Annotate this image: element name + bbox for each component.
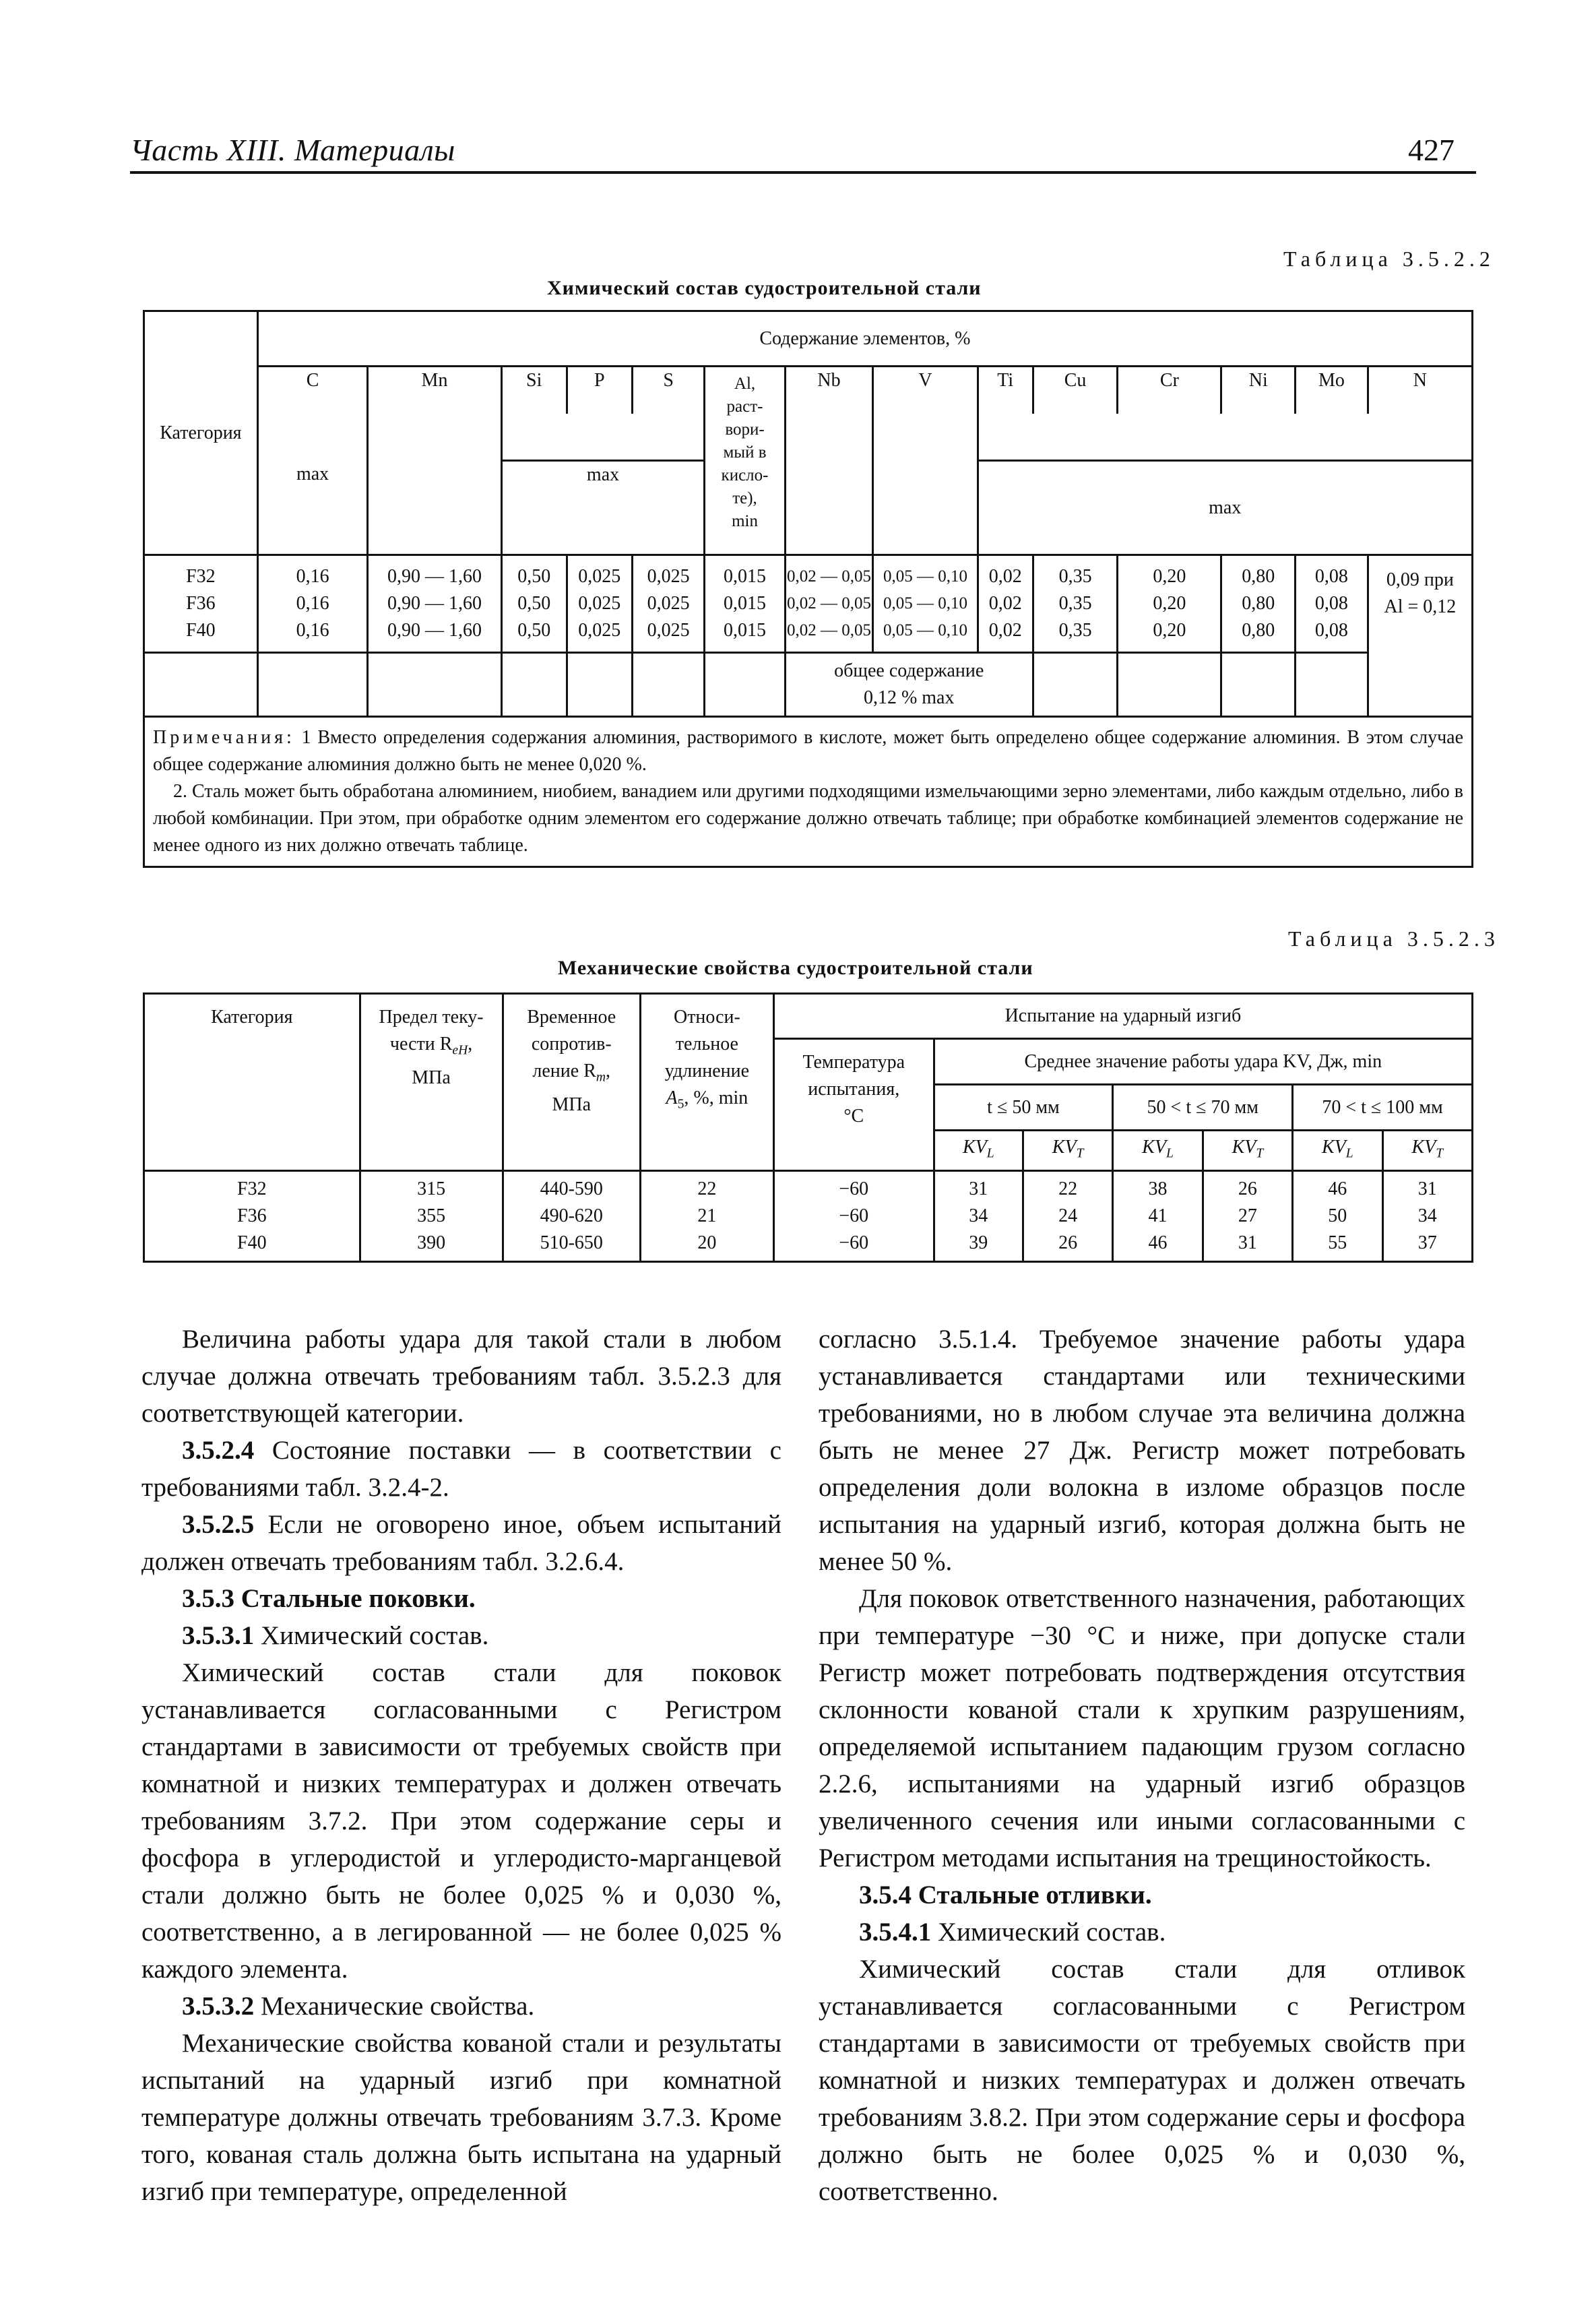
h-thickness-2: 50 < t ≤ 70 мм: [1113, 1085, 1293, 1131]
table-cell: [1033, 555, 1118, 653]
value: 37: [1417, 1232, 1437, 1253]
row-category: F32: [186, 566, 216, 587]
value: 38: [1148, 1178, 1168, 1199]
value: 34: [1417, 1205, 1437, 1226]
total-content-cell: [785, 653, 1033, 717]
row-category: F40: [186, 620, 216, 641]
col-al-line: кисло-: [721, 466, 769, 484]
text-column-left: [141, 1321, 781, 2210]
paragraph: согласно 3.5.1.4. Требуемое значение работы удара устанавливается стандартами или техническими требованиями, но в любом случае эта величина должна быть не менее 27 Дж. Регистр может потребовать определения доли волокна в изломе образцов после испытания на ударный изгиб, которая должна быть не менее 50 %.: [819, 1325, 1465, 1576]
h-sub: L: [986, 1146, 994, 1161]
value: 50: [1328, 1205, 1347, 1226]
value: 0,02 — 0,05: [787, 621, 872, 639]
value: 0,50: [517, 620, 551, 641]
clause-text: Если не оговорено иное, объем испытаний должен отвечать требованиям табл. 3.2.6.4.: [141, 1510, 781, 1576]
value: 510-650: [540, 1232, 603, 1253]
col-cu: Cu: [1033, 367, 1118, 414]
paragraph: Для поковок ответственного назначения, работающих при температуре −30 °C и ниже, при допуске стали Регистр может потребовать подтверждения отсутствия склонности кованой стали к хрупким разрушениям, определяемой испытанием падающим грузом согласно 2.2.6, испытаниями на ударный изгиб образцов увеличенного сечения или иными согласованными с Регистром методами испытания на трещиностойкость.: [819, 1584, 1465, 1872]
h-line: чести $R_{eH}$,: [389, 1034, 473, 1058]
row-category: F36: [186, 593, 216, 614]
value: 0,02: [988, 593, 1022, 614]
blank-cell: [1296, 653, 1368, 717]
h-line: Предел теку-: [379, 1007, 484, 1028]
paragraph: Механические свойства кованой стали и результаты испытаний на ударный изгиб при комнатной температуре должны отвечать требованиям 3.7.3. Кроме того, кованая сталь должна быть испытана на ударный изгиб при температуре, определенной: [141, 2029, 781, 2206]
col-cr: Cr: [1118, 367, 1221, 414]
value: 315: [417, 1178, 446, 1199]
value: −60: [839, 1232, 869, 1253]
value: 0,50: [517, 593, 551, 614]
blank-cell: [978, 414, 1472, 461]
table1-number: Таблица 3.5.2.2: [1283, 247, 1495, 271]
value: 0,015: [724, 593, 767, 614]
value: −60: [839, 1178, 869, 1199]
clause-3-5-4-1: [819, 1914, 1465, 1951]
value: 440-590: [540, 1178, 603, 1199]
notes-label: Примечания:: [153, 727, 295, 748]
col-al-line: min: [732, 512, 758, 530]
blank-cell: [501, 653, 567, 717]
h-text: KV: [1052, 1136, 1077, 1158]
running-header-title: Часть XIII. Материалы: [130, 133, 455, 167]
table-cell: [257, 555, 368, 653]
chemical-composition-table: [143, 310, 1473, 868]
col-c: C: [257, 367, 368, 414]
h-sub: T: [1256, 1146, 1264, 1161]
value: 0,80: [1242, 566, 1275, 587]
elements-header: Содержание элементов, %: [257, 311, 1472, 367]
clause-3-5-3-2: [141, 1988, 781, 2025]
table-cell: [1382, 1171, 1473, 1262]
col-s: S: [632, 367, 705, 414]
table-cell: [773, 1171, 934, 1262]
blank-cell: [368, 653, 501, 717]
mechanical-properties-table: [143, 992, 1473, 1263]
h-elongation: [640, 994, 773, 1171]
section-heading-3-5-3: 3.5.3 Стальные поковки.: [182, 1584, 476, 1613]
table-cell: [640, 1171, 773, 1262]
col-p: P: [567, 367, 632, 414]
h-line: удлинение: [664, 1061, 750, 1081]
table-cell: [567, 555, 632, 653]
h-line: Температура: [802, 1052, 905, 1073]
value: 0,025: [578, 593, 621, 614]
h-text: KV: [1232, 1136, 1256, 1158]
h-text: KV: [1411, 1136, 1436, 1158]
table2-title: Механические свойства судостроительной стали: [558, 957, 1033, 979]
table-cell: [1118, 555, 1221, 653]
h-sub: eH: [452, 1043, 468, 1058]
value: 27: [1238, 1205, 1257, 1226]
value: 0,35: [1058, 566, 1092, 587]
value: 0,90 — 1,60: [387, 566, 482, 587]
h-line: МПа: [412, 1067, 451, 1088]
h-line: МПа: [552, 1094, 591, 1115]
value: 46: [1148, 1232, 1168, 1253]
value: 0,35: [1058, 620, 1092, 641]
row-category: F40: [237, 1232, 267, 1253]
value: Al = 0,12: [1384, 596, 1457, 617]
clause-text: Химический состав.: [931, 1918, 1166, 1947]
clause-number: 3.5.2.4: [182, 1436, 255, 1465]
note-text: 2. Сталь может быть обработана алюминием, ниобием, ванадием или другими подходящими измельчающими зерно элементами, либо каждым отдельно, либо в любой комбинации. При этом, при обработке одним элементом его содержание должно отвечать таблице; при обработке комбинацией элементов содержание не менее одного из них должно отвечать таблице.: [153, 781, 1463, 856]
col-nb: Nb: [785, 367, 873, 555]
h-text: , %, min: [684, 1088, 748, 1108]
value: 0,20: [1153, 566, 1186, 587]
clause-3-5-3-1: [141, 1617, 781, 1654]
value: 0,35: [1058, 593, 1092, 614]
h-line: ление $R_m$,: [532, 1061, 611, 1085]
table1-title: Химический состав судостроительной стали: [547, 277, 982, 299]
h-text: KV: [962, 1136, 987, 1158]
clause-number: 3.5.3.1: [182, 1621, 255, 1650]
blank-cell: [144, 653, 258, 717]
table-cell: [503, 1171, 640, 1262]
h-sub: T: [1436, 1146, 1444, 1161]
value: 0,08: [1314, 593, 1348, 614]
value: 0,80: [1242, 620, 1275, 641]
h-kvt: [1023, 1131, 1112, 1171]
value: 41: [1148, 1205, 1168, 1226]
h-kvt: [1203, 1131, 1292, 1171]
h-thickness-3: 70 < t ≤ 100 мм: [1293, 1085, 1473, 1131]
total-content-line: 0,12 % max: [863, 687, 955, 708]
value: 0,05 — 0,10: [883, 621, 967, 639]
section-heading-3-5-4: 3.5.4 Стальные отливки.: [859, 1881, 1152, 1910]
note-1: [153, 724, 1463, 778]
h-yield: [360, 994, 503, 1171]
clause-number: 3.5.3.2: [182, 1992, 255, 2021]
h-text: KV: [1321, 1136, 1346, 1158]
h-kvl: [1113, 1131, 1203, 1171]
blank-cell: [632, 653, 705, 717]
value: 24: [1058, 1205, 1078, 1226]
max-label: max: [501, 461, 705, 555]
h-sub: 5: [677, 1097, 684, 1112]
value: 355: [417, 1205, 446, 1226]
col-al: [705, 367, 785, 555]
total-content-line: общее содержание: [834, 660, 984, 681]
blank-cell: [501, 414, 705, 461]
blank-cell: [705, 653, 785, 717]
table2-number: Таблица 3.5.2.3: [1288, 926, 1500, 951]
h-line: Относи-: [673, 1007, 740, 1028]
h-line: Временное: [527, 1007, 616, 1028]
value: 34: [969, 1205, 988, 1226]
value: 22: [697, 1178, 717, 1199]
col-n: N: [1368, 367, 1472, 414]
clause-3-5-2-5: [141, 1506, 781, 1580]
h-tensile: [503, 994, 640, 1171]
row-category: F32: [237, 1178, 267, 1199]
col-ni: Ni: [1221, 367, 1296, 414]
h-average: Среднее значение работы удара KV, Дж, min: [934, 1039, 1472, 1085]
value: 0,02 — 0,05: [787, 567, 872, 586]
value: 39: [969, 1232, 988, 1253]
h-line: сопротив-: [531, 1034, 612, 1054]
col-al-line: мый в: [723, 443, 767, 462]
value: 0,16: [296, 620, 329, 641]
value: 490-620: [540, 1205, 603, 1226]
value: 0,025: [578, 620, 621, 641]
table-cell: [1368, 555, 1472, 717]
col-al-line: Al,: [734, 375, 756, 393]
clause-number: 3.5.2.5: [182, 1510, 255, 1539]
table-cell: [1293, 1171, 1382, 1262]
value: 0,08: [1314, 620, 1348, 641]
value: 0,08: [1314, 566, 1348, 587]
value: 31: [1238, 1232, 1257, 1253]
h-temperature: [773, 1039, 934, 1171]
value: 20: [697, 1232, 717, 1253]
value: 0,05 — 0,10: [883, 567, 967, 586]
value: 31: [969, 1178, 988, 1199]
table-cell: [1296, 555, 1368, 653]
value: 55: [1328, 1232, 1347, 1253]
value: 0,05 — 0,10: [883, 594, 967, 612]
clause-number: 3.5.4.1: [859, 1918, 932, 1947]
value: 0,02: [988, 620, 1022, 641]
clause-text: Состояние поставки — в соответствии с требованиями табл. 3.2.4-2.: [141, 1436, 781, 1502]
table-cell: [785, 555, 873, 653]
value: 0,16: [296, 593, 329, 614]
col-mn: Mn: [368, 367, 501, 555]
value: 26: [1058, 1232, 1078, 1253]
clause-text: Химический состав.: [254, 1621, 489, 1650]
table-cell: [705, 555, 785, 653]
blank-cell: [1033, 653, 1118, 717]
h-text: ление R: [532, 1061, 596, 1081]
value: 0,20: [1153, 620, 1186, 641]
value: 0,50: [517, 566, 551, 587]
value: −60: [839, 1205, 869, 1226]
value: 0,025: [647, 566, 690, 587]
value: 26: [1238, 1178, 1257, 1199]
value: 21: [697, 1205, 717, 1226]
h-category: Категория: [144, 994, 360, 1171]
col-si: Si: [501, 367, 567, 414]
h-sub: L: [1345, 1146, 1353, 1161]
h-kvt: [1382, 1131, 1473, 1171]
h-text: KV: [1142, 1136, 1166, 1158]
blank-cell: [567, 653, 632, 717]
h-text: A: [666, 1088, 678, 1108]
value: 0,90 — 1,60: [387, 593, 482, 614]
value: 22: [1058, 1178, 1078, 1199]
table-cell: [873, 555, 978, 653]
blank-cell: [1221, 653, 1296, 717]
h-impact: Испытание на ударный изгиб: [773, 994, 1472, 1039]
table-notes: [144, 717, 1473, 867]
note-text: 1 Вместо определения содержания алюминия, растворимого в кислоте, может быть определено общее содержание алюминия. В этом случае общее содержание алюминия должно быть не менее 0,020 %.: [153, 727, 1464, 775]
max-label: max: [257, 461, 368, 555]
h-kvl: [1293, 1131, 1382, 1171]
value: 0,02 — 0,05: [787, 594, 872, 612]
col-ti: Ti: [978, 367, 1033, 414]
h-line: °C: [843, 1106, 864, 1127]
blank-cell: [1118, 653, 1221, 717]
table-cell: [368, 555, 501, 653]
category-header: Категория: [144, 311, 258, 555]
value: 0,015: [724, 566, 767, 587]
col-v: V: [873, 367, 978, 555]
paragraph: Величина работы удара для такой стали в любом случае должна отвечать требованиям табл. 3.5.2.3 для соответствующей категории.: [141, 1325, 781, 1428]
value: 0,90 — 1,60: [387, 620, 482, 641]
paragraph: Химический состав стали для поковок устанавливается согласованными с Регистром стандартами в зависимости от требуемых свойств при комнатной и низких температурах и должен отвечать требованиям 3.7.2. При этом содержание серы и фосфора в углеродистой и углеродисто-марганцевой стали должно быть не более 0,025 % и 0,030 %, соответственно, а в легированной — не более 0,025 % каждого элемента.: [141, 1658, 781, 1984]
h-sub: m: [596, 1070, 606, 1085]
table-cell: [501, 555, 567, 653]
table-cell: [632, 555, 705, 653]
max-label: max: [978, 461, 1472, 555]
value: 0,025: [647, 620, 690, 641]
blank-cell: [257, 414, 368, 461]
h-thickness-1: t ≤ 50 мм: [934, 1085, 1113, 1131]
table-cell: [360, 1171, 503, 1262]
col-al-line: раст-: [726, 398, 763, 416]
value: 0,09 при: [1386, 569, 1454, 590]
text-column-right: [819, 1321, 1465, 2210]
h-sub: T: [1076, 1146, 1084, 1161]
h-text: чести R: [389, 1034, 453, 1054]
clause-3-5-2-4: [141, 1432, 781, 1506]
blank-cell: [257, 653, 368, 717]
h-line: тельное: [675, 1034, 738, 1054]
note-2: [153, 778, 1463, 859]
value: 0,025: [578, 566, 621, 587]
table-cell: [1203, 1171, 1292, 1262]
table-cell: [1221, 555, 1296, 653]
value: 0,80: [1242, 593, 1275, 614]
value: 0,20: [1153, 593, 1186, 614]
table-cell: [934, 1171, 1023, 1262]
value: 0,015: [724, 620, 767, 641]
h-kvl: [934, 1131, 1023, 1171]
value: 390: [417, 1232, 446, 1253]
clause-text: Механические свойства.: [254, 1992, 535, 2021]
value: 0,02: [988, 566, 1022, 587]
col-al-line: вори-: [725, 420, 765, 439]
col-al-line: те),: [732, 489, 757, 507]
h-line: испытания,: [808, 1079, 900, 1100]
paragraph: Химический состав стали для отливок устанавливается согласованными с Регистром стандартами в зависимости от требуемых свойств при комнатной и низких температурах и должен отвечать требованиям 3.8.2. При этом содержание серы и фосфора должно быть не более 0,025 % и 0,030 %, соответственно.: [819, 1955, 1465, 2206]
value: 0,16: [296, 566, 329, 587]
table-cell: [144, 555, 258, 653]
value: 31: [1417, 1178, 1437, 1199]
h-sub: L: [1166, 1146, 1174, 1161]
h-line: [641, 1085, 773, 1118]
col-mo: Mo: [1296, 367, 1368, 414]
table-cell: [144, 1171, 360, 1262]
value: 46: [1328, 1178, 1347, 1199]
row-category: F36: [237, 1205, 267, 1226]
value: 0,025: [647, 593, 690, 614]
page-number: 427: [1408, 133, 1455, 167]
table-cell: [1113, 1171, 1203, 1262]
header-rule: [130, 171, 1476, 174]
table-cell: [1023, 1171, 1112, 1262]
table-cell: [978, 555, 1033, 653]
